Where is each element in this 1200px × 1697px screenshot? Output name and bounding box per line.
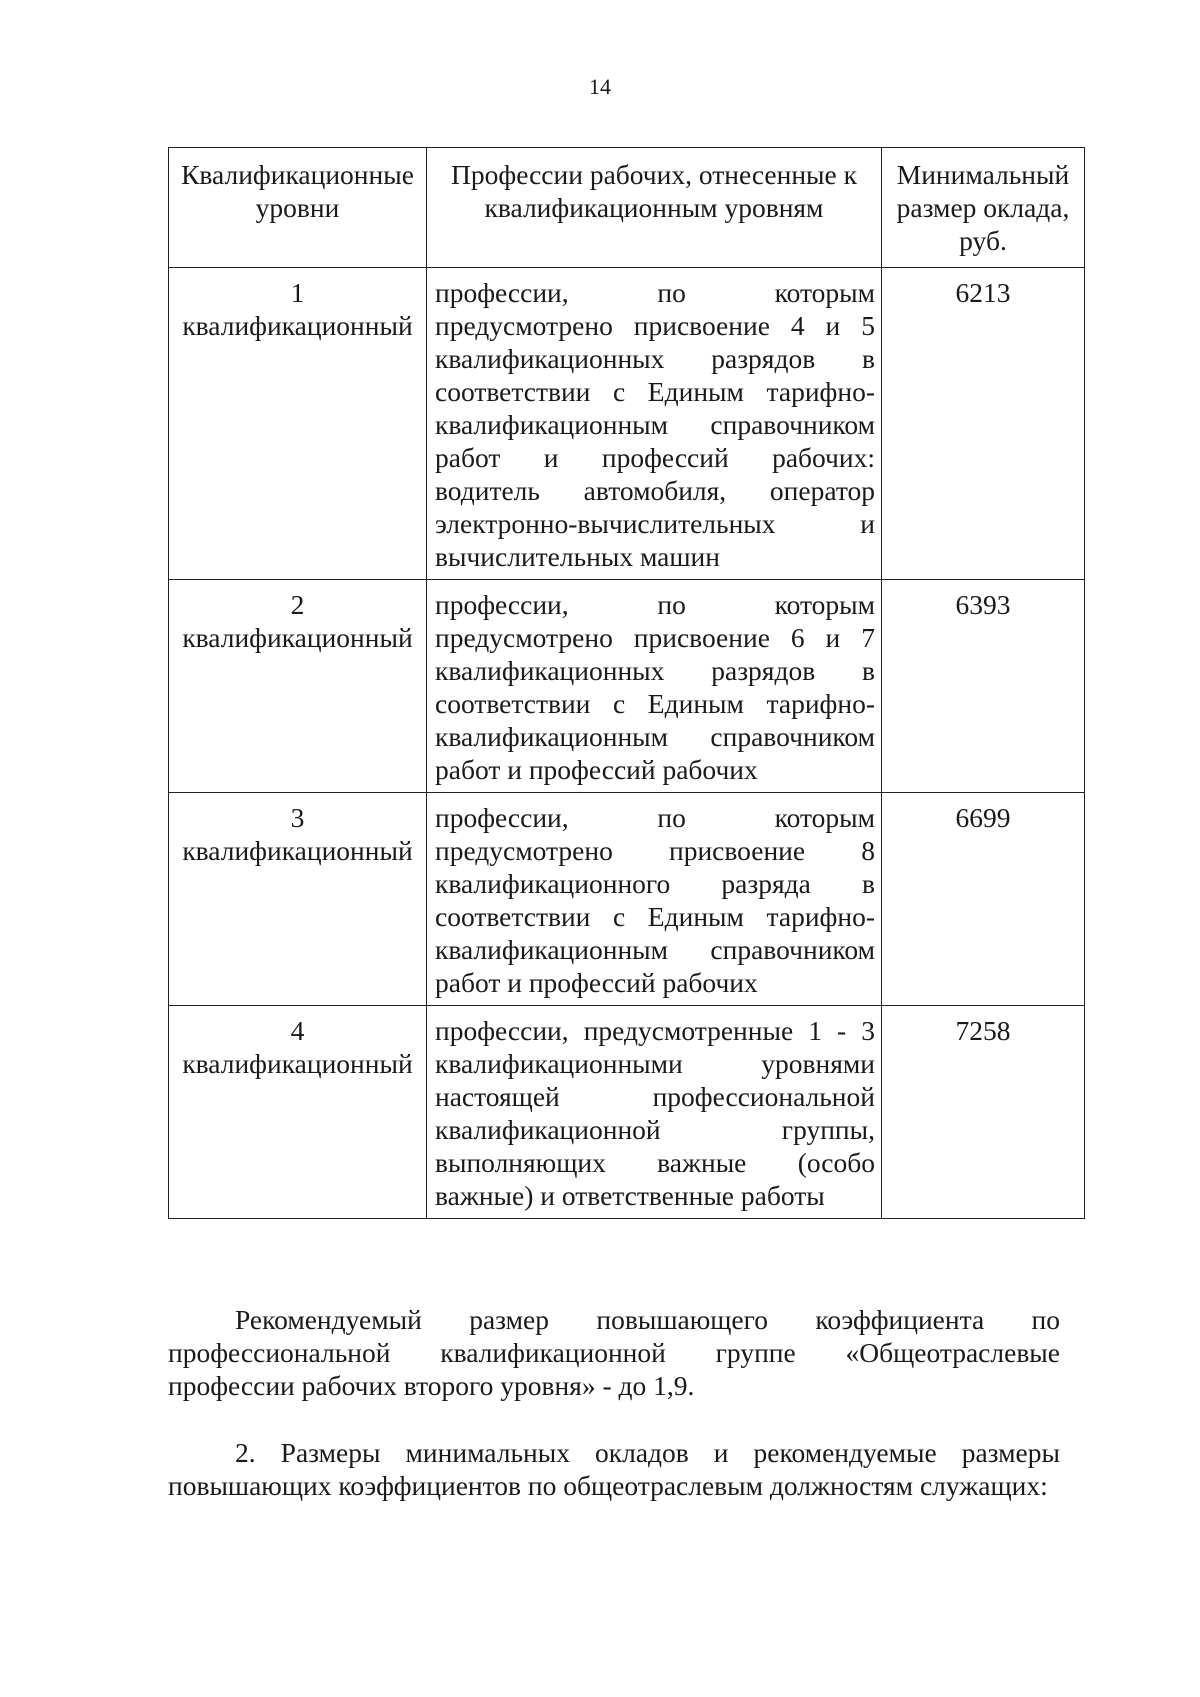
level-label: квалификационный [182, 622, 413, 653]
salary-table [168, 147, 1085, 1219]
level-label: квалификационный [182, 835, 413, 866]
salary-value: 7258 [882, 1006, 1085, 1219]
page-number: 14 [589, 74, 611, 99]
level-cell [169, 1006, 427, 1219]
level-number: 2 [290, 589, 305, 620]
section-2-paragraph: 2. Размеры минимальных окладов и рекомендуемые размеры повышающих коэффициентов по общеотраслевым должностям служащих: [168, 1436, 1060, 1501]
profession-description: профессии, по которым предусмотрено присвоение 8 квалификационного разряда в соответствии с Единым тарифно-квалификационным справочником работ и профессий рабочих [427, 793, 882, 1006]
header-minimum-salary: Минимальный размер оклада, руб. [882, 148, 1085, 268]
level-number: 3 [290, 802, 305, 833]
table-row [169, 1006, 1085, 1219]
table-header-row [169, 148, 1085, 268]
level-number: 1 [290, 277, 305, 308]
table-row [169, 793, 1085, 1006]
salary-value: 6699 [882, 793, 1085, 1006]
profession-description: профессии, предусмотренные 1 - 3 квалификационными уровнями настоящей профессиональной квалификационной группы, выполняющих важные (особо важные) и ответственные работы [427, 1006, 882, 1219]
level-cell [169, 793, 427, 1006]
table-row [169, 580, 1085, 793]
level-label: квалификационный [182, 310, 413, 341]
level-cell [169, 268, 427, 580]
salary-value: 6393 [882, 580, 1085, 793]
header-worker-professions: Профессии рабочих, отнесенные к квалификационным уровням [427, 148, 882, 268]
level-number: 4 [290, 1015, 305, 1046]
table-row [169, 268, 1085, 580]
level-cell [169, 580, 427, 793]
level-label: квалификационный [182, 1048, 413, 1079]
profession-description: профессии, по которым предусмотрено присвоение 6 и 7 квалификационных разрядов в соответствии с Единым тарифно-квалификационным справочником работ и профессий рабочих [427, 580, 882, 793]
salary-value: 6213 [882, 268, 1085, 580]
coefficient-paragraph: Рекомендуемый размер повышающего коэффициента по профессиональной квалификационной группе «Общеотраслевые профессии рабочих второго уровня» - до 1,9. [168, 1303, 1060, 1401]
header-qualification-levels: Квалификационные уровни [169, 148, 427, 268]
profession-description: профессии, по которым предусмотрено присвоение 4 и 5 квалификационных разрядов в соответствии с Единым тарифно-квалификационным справочником работ и профессий рабочих: водитель автомобиля, оператор электронно-вычислительных и вычислительных машин [427, 268, 882, 580]
